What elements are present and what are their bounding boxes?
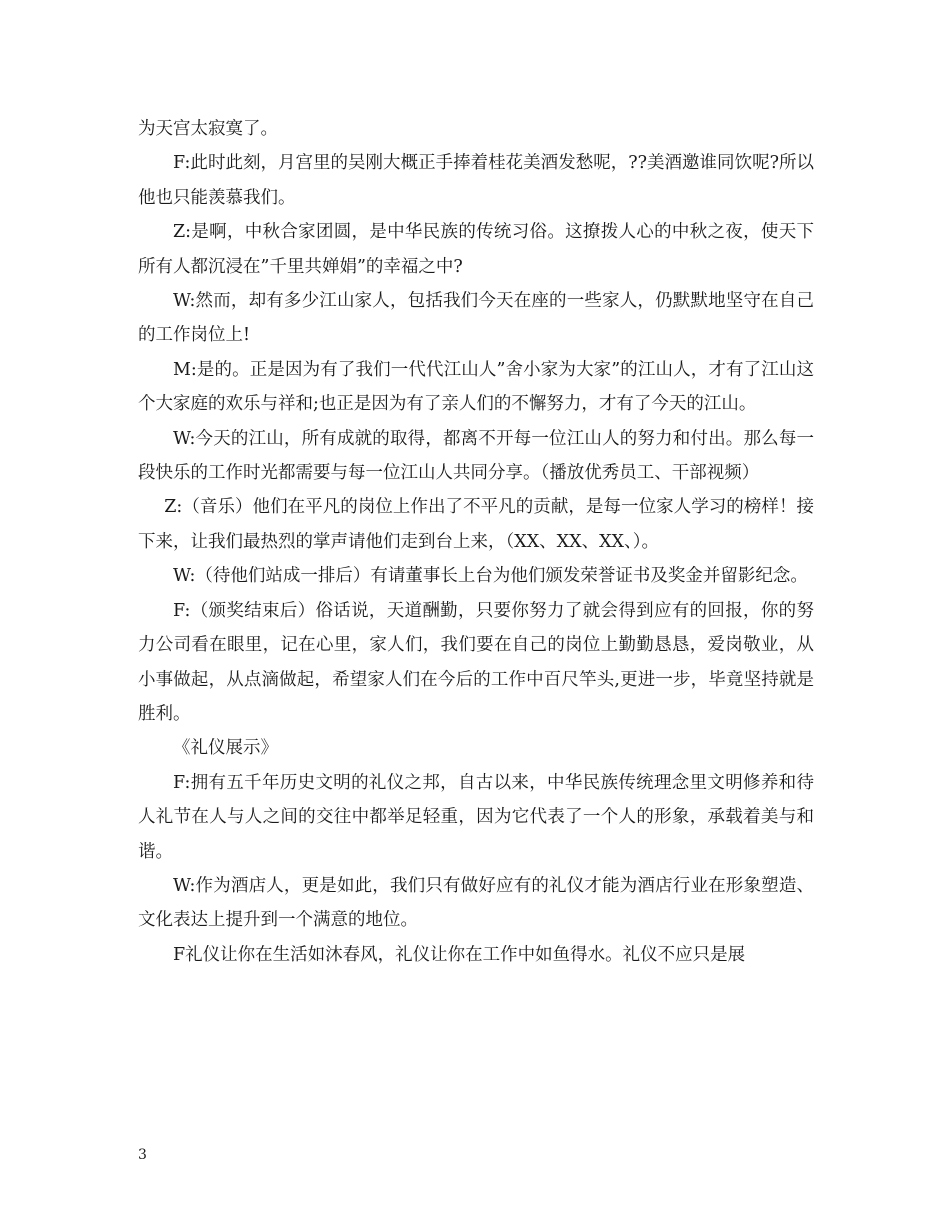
- paragraph: W:（待他们站成一排后）有请董事长上台为他们颁发荣誉证书及奖金并留影纪念。: [173, 566, 808, 587]
- paragraph: F:（颁奖结束后）俗话说，天道酬勤，只要你努力了就会得到应有的回报，你的努力公司看在眼里，记在心里，家人们，我们要在自己的岗位上勤勤恳恳，爱岗敬业，从小事做起，从点滴做起，希望家人们在今后的工作中百尺竿头,更进一步，毕竟坚持就是胜利。: [138, 600, 814, 724]
- paragraph: M:是的。正是因为有了我们一代代江山人”舍小家为大家”的江山人，才有了江山这个大家庭的欢乐与祥和;也正是因为有了亲人们的不懈努力，才有了今天的江山。: [138, 359, 814, 415]
- paragraph: F:拥有五千年历史文明的礼仪之邦，自古以来，中华民族传统理念里文明修养和待人礼节在人与人之间的交往中都举足轻重，因为它代表了一个人的形象，承载着美与和谐。: [138, 772, 814, 862]
- paragraph: W:作为酒店人，更是如此，我们只有做好应有的礼仪才能为酒店行业在形象塑造、文化表达上提升到一个满意的地位。: [138, 875, 814, 931]
- paragraph: W:然而，却有多少江山家人，包括我们今天在座的一些家人，仍默默地坚守在自己的工作岗位上!: [138, 291, 814, 346]
- document-body: [138, 112, 814, 972]
- paragraph: W:今天的江山，所有成就的取得，都离不开每一位江山人的努力和付出。那么每一段快乐的工作时光都需要与每一位江山人共同分享。（播放优秀员工、干部视频）: [138, 428, 814, 484]
- paragraph: Z:是啊，中秋合家团圆，是中华民族的传统习俗。这撩拨人心的中秋之夜，使天下所有人都沉浸在”千里共婵娟”的幸福之中?: [138, 222, 814, 277]
- page-number: 3: [138, 1147, 147, 1163]
- section-heading: 《礼仪展示》: [173, 738, 278, 759]
- paragraph: Z:（音乐）他们在平凡的岗位上作出了不平凡的贡献，是每一位家人学习的榜样！接下来，让我们最热烈的掌声请他们走到台上来，（XX、XX、XX、）。: [138, 497, 814, 552]
- paragraph: F:此时此刻，月宫里的吴刚大概正手捧着桂花美酒发愁呢，??美酒邀谁同饮呢?所以他也只能羡慕我们。: [138, 153, 814, 208]
- paragraph: F礼仪让你在生活如沐春风，礼仪让你在工作中如鱼得水。礼仪不应只是展: [173, 944, 746, 965]
- paragraph: 为天宫太寂寞了。: [138, 119, 278, 139]
